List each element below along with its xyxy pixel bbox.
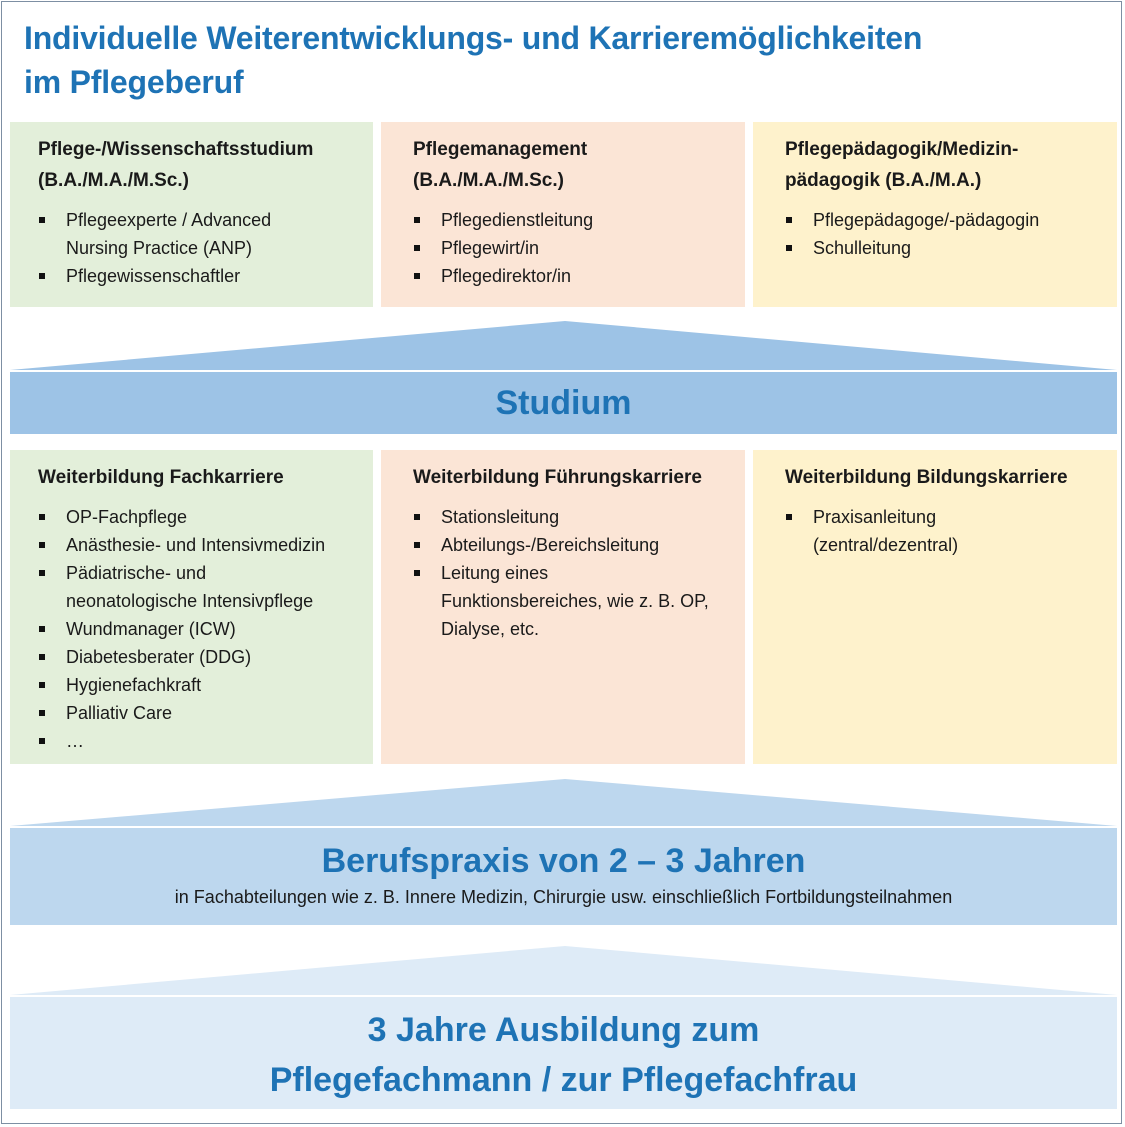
study-box-list	[38, 206, 357, 290]
list-item: Stationsleitung	[413, 503, 729, 531]
list-item: Diabetesberater (DDG)	[38, 643, 357, 671]
list-item-text: (zentral/dezentral)	[813, 535, 959, 555]
ausbildung-title	[10, 1005, 1117, 1105]
studium-band: Studium	[10, 372, 1117, 434]
list-item: Pflegedirektor/in	[413, 262, 729, 290]
list-item: Pflegewissenschaftler	[38, 262, 357, 290]
ausbildung-title-line-2: Pflegefachmann / zur Pflegefachfrau	[269, 1061, 858, 1099]
training-box-title: Weiterbildung Bildungskarriere	[785, 467, 1068, 488]
list-item	[785, 503, 1101, 559]
study-box-title	[413, 134, 729, 196]
study-box-wissenschaft	[10, 122, 373, 307]
training-box-bildungskarriere	[753, 450, 1117, 764]
study-box-title-line-2: (B.A./M.A./M.Sc.)	[413, 170, 564, 191]
page-title-line-1: Individuelle Weiterentwicklungs- und Karrieremöglichkeiten	[24, 20, 923, 56]
berufspraxis-subtitle: in Fachabteilungen wie z. B. Innere Medizin, Chirurgie usw. einschließlich Fortbildungsteilnahmen	[174, 887, 953, 907]
berufspraxis-band	[10, 828, 1117, 925]
list-item: Palliativ Care	[38, 699, 357, 727]
list-item: Pflegedienstleitung	[413, 206, 729, 234]
training-box-title: Weiterbildung Führungskarriere	[413, 467, 702, 488]
list-item-text: Funktionsbereiches, wie z. B. OP,	[441, 591, 709, 611]
study-box-title-line-1: Pflege-/Wissenschaftsstudium	[38, 139, 314, 160]
list-item-text: Leitung eines	[441, 563, 549, 583]
study-box-title-line-1: Pflegemanagement	[413, 139, 588, 160]
training-box-list	[413, 503, 729, 643]
list-item-text: Pädiatrische- und	[66, 563, 207, 583]
list-item: …	[38, 727, 357, 755]
list-item-text: Praxisanleitung	[813, 507, 937, 527]
list-item: OP-Fachpflege	[38, 503, 357, 531]
list-item-text: neonatologische Intensivpflege	[66, 591, 314, 611]
list-item: Wundmanager (ICW)	[38, 615, 357, 643]
training-box-fachkarriere	[10, 450, 373, 764]
list-item: Hygienefachkraft	[38, 671, 357, 699]
ausbildung-band	[10, 997, 1117, 1109]
list-item: Anästhesie- und Intensivmedizin	[38, 531, 357, 559]
list-item	[38, 559, 357, 615]
study-box-title-line-1: Pflegepädagogik/Medizin-	[785, 139, 1019, 160]
study-box-title-line-2: (B.A./M.A./M.Sc.)	[38, 170, 189, 191]
training-box-list	[785, 503, 1101, 559]
list-item-text: Dialyse, etc.	[441, 619, 540, 639]
study-box-title	[785, 134, 1101, 196]
list-item: Pflegepädagoge/-pädagogin	[785, 206, 1101, 234]
list-item	[413, 559, 729, 643]
roof-ausbildung	[10, 946, 1117, 995]
study-box-list	[413, 206, 729, 290]
list-item-text: Pflegeexperte / Advanced	[66, 210, 272, 230]
training-box-fuehrungskarriere	[381, 450, 745, 764]
list-item: Schulleitung	[785, 234, 1101, 262]
list-item	[38, 206, 357, 262]
page-title-line-2: im Pflegeberuf	[24, 64, 244, 100]
study-box-list	[785, 206, 1101, 262]
training-box-title: Weiterbildung Fachkarriere	[38, 467, 284, 488]
study-box-title	[38, 134, 357, 196]
training-box-list	[38, 503, 357, 755]
list-item: Abteilungs-/Bereichsleitung	[413, 531, 729, 559]
roof-studium	[10, 321, 1117, 370]
berufspraxis-title: Berufspraxis von 2 – 3 Jahren	[321, 842, 806, 880]
roof-berufspraxis	[10, 779, 1117, 826]
study-box-title-line-2: pädagogik (B.A./M.A.)	[785, 170, 982, 191]
list-item-text: Nursing Practice (ANP)	[66, 238, 253, 258]
list-item: Pflegewirt/in	[413, 234, 729, 262]
study-box-management	[381, 122, 745, 307]
study-box-paedagogik	[753, 122, 1117, 307]
ausbildung-title-line-1: 3 Jahre Ausbildung zum	[367, 1011, 760, 1049]
